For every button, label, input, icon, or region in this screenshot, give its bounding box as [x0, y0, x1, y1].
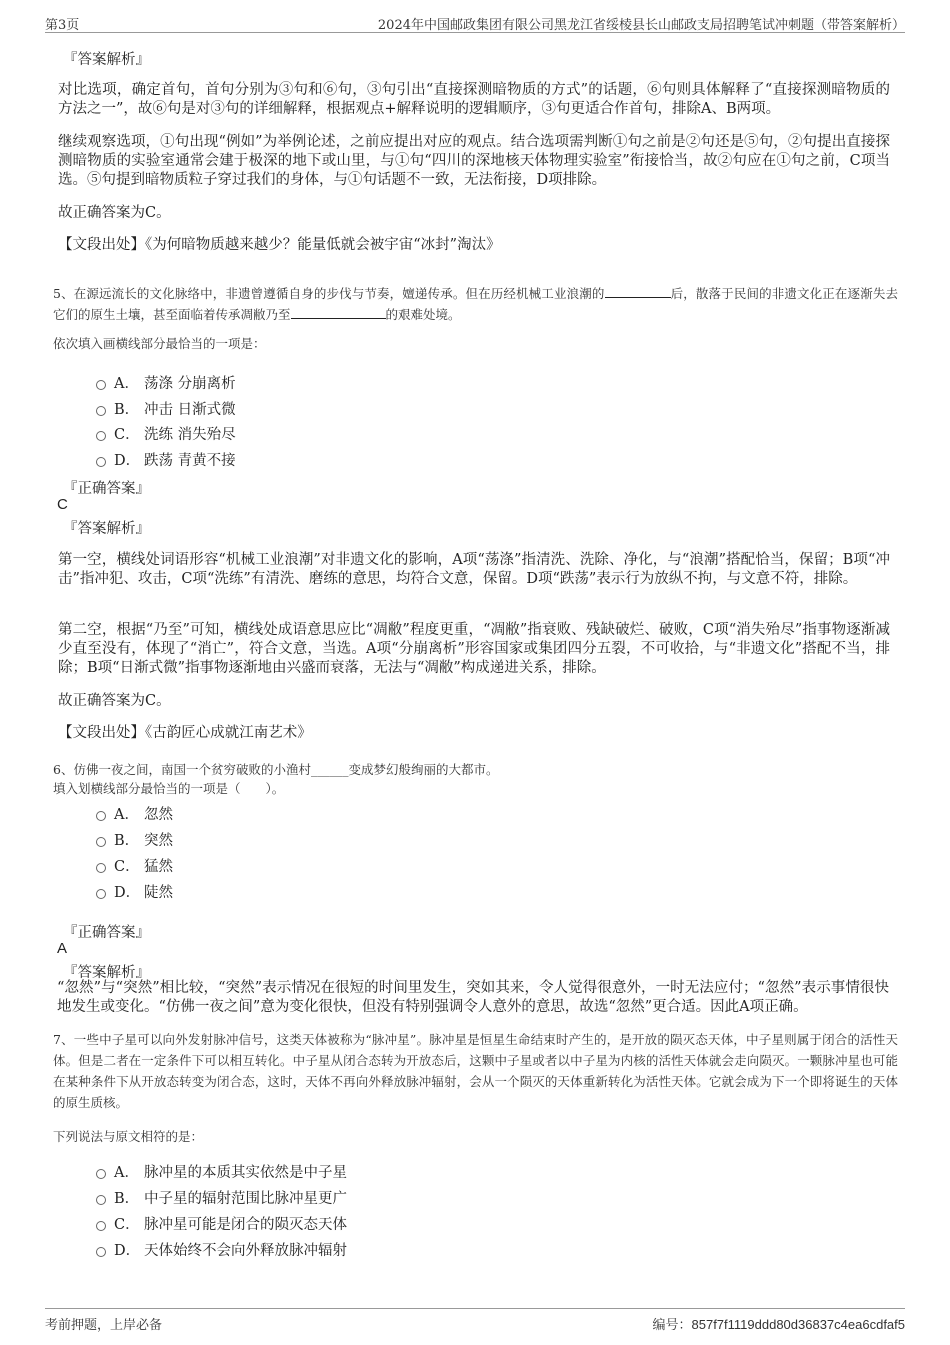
q7-prompt: 下列说法与原文相符的是： [53, 1129, 204, 1144]
q7-option-d[interactable]: D． 天体始终不会向外释放脉冲辐射 [96, 1239, 347, 1260]
radio-icon[interactable] [96, 1195, 106, 1205]
radio-icon[interactable] [96, 380, 106, 390]
q7-option-a[interactable]: A． 脉冲星的本质其实依然是中子星 [96, 1161, 347, 1182]
radio-icon[interactable] [96, 457, 106, 467]
q5-option-a[interactable]: A． 荡涤 分崩离析 [96, 372, 236, 393]
q4-analysis-p1: 对比选项，确定首句，首句分别为③句和⑥句，③句引出“直接探测暗物质的方式”的话题，⑥句则具体解释了“直接探测暗物质的方法之一”，故⑥句是对③句的详细解释，根据观点+解释说明的逻辑顺序，③句更适合作首句，排除A、B两项。 [58, 82, 890, 117]
q6-option-d[interactable]: D． 陡然 [96, 881, 173, 902]
page-footer [45, 1308, 905, 1333]
radio-icon[interactable] [96, 889, 106, 899]
radio-icon[interactable] [96, 863, 106, 873]
q5-analysis-label: 『答案解析』 [63, 521, 150, 537]
q5-correct-label: 『正确答案』 [63, 481, 150, 497]
q6-option-c[interactable]: C． 猛然 [96, 855, 173, 876]
radio-icon[interactable] [96, 811, 106, 821]
q6-correct-label: 『正确答案』 [63, 925, 150, 941]
document-id: 编号：857f7f1119ddd80d36837c4ea6cdfaf5 [652, 1317, 905, 1332]
q5-correct-answer: C [57, 496, 68, 513]
q4-analysis-p3: 故正确答案为C。 [58, 205, 171, 221]
q6-correct-answer: A [57, 940, 68, 957]
radio-icon[interactable] [96, 1221, 106, 1231]
q6-analysis-label: 『答案解析』 [63, 965, 150, 981]
q7-stem: 7、一些中子星可以向外发射脉冲信号，这类天体被称为“脉冲星”。脉冲星是恒星生命结束时产生的，是开放的陨灭态天体，中子星则属于闭合的活性天体。但是二者在一定条件下可以相互转化。中子星从闭合态转为开放态后，这颗中子星或者以中子星为内核的活性天体就会走向陨灭。一颗脉冲星也可能在某种条件下从开放态转变为闭合态，这时，天体不再向外释放脉冲辐射，会从一个陨灭的天体重新转化为活性天体。它就会成为下一个即将诞生的天体的原生质核。 [53, 1032, 898, 1110]
q7-option-c[interactable]: C． 脉冲星可能是闭合的陨灭态天体 [96, 1213, 347, 1234]
q6-analysis-p1: “忽然”与“突然”相比较，“突然”表示情况在很短的时间里发生，突如其来，令人觉得很意外，一时无法应付；“忽然”表示事情很快地发生或变化。“仿佛一夜之间”意为变化很快，但没有特别强调令人意外的意思，故选“忽然”更合适。因此A项正确。 [57, 980, 889, 1015]
q5-option-d[interactable]: D． 跌荡 青黄不接 [96, 449, 236, 470]
q5-prompt: 依次填入画横线部分最恰当的一项是： [53, 336, 266, 351]
radio-icon[interactable] [96, 431, 106, 441]
q6-option-a[interactable]: A． 忽然 [96, 803, 173, 824]
q6-stem: 6、仿佛一夜之间，南国一个贫穷破败的小渔村______变成梦幻般绚丽的大都市。 [53, 762, 499, 777]
q5-analysis-p3: 故正确答案为C。 [58, 693, 171, 709]
q5-option-c[interactable]: C． 洗练 消失殆尽 [96, 423, 236, 444]
q4-analysis-p2: 继续观察选项，①句出现“例如”为举例论述，之前应提出对应的观点。结合选项需判断①句之前是②句还是⑤句，②句提出直接探测暗物质的实验室通常会建于极深的地下或山里，与①句“四川的深地核天体物理实验室”衔接恰当，故②句应在①句之前，C项当选。⑤句提到暗物质粒子穿过我们的身体，与①句话题不一致，无法衔接，D项排除。 [58, 134, 890, 188]
q5-option-b[interactable]: B． 冲击 日渐式微 [96, 398, 236, 419]
document-title: 2024年中国邮政集团有限公司黑龙江省绥棱县长山邮政支局招聘笔试冲刺题（带答案解析） [377, 18, 905, 33]
q5-analysis-p1: 第一空，横线处词语形容“机械工业浪潮”对非遗文化的影响，A项“荡涤”指清洗、洗除、净化，与“浪潮”搭配恰当，保留；B项“冲击”指冲犯、攻击，C项“洗练”有清洗、磨练的意思，均符合文意，保留。D项“跌荡”表示行为放纵不拘，与文意不符，排除。 [58, 552, 890, 587]
page-header [45, 10, 905, 33]
q5-analysis-p2: 第二空，根据“乃至”可知，横线处成语意思应比“凋敝”程度更重，“凋敝”指衰败、残缺破烂、破败，C项“消失殆尽”指事物逐渐减少直至没有，体现了“消亡”，符合文意，当选。A项“分崩离析”形容国家或集团四分五裂，不可收拾，与“非遗文化”搭配不当，排除；B项“日渐式微”指事物逐渐地由兴盛而衰落，无法与“凋敝”构成递进关系，排除。 [58, 622, 890, 676]
q5-source: 【文段出处】《古韵匠心成就江南艺术》 [58, 725, 312, 741]
q6-option-b[interactable]: B． 突然 [96, 829, 173, 850]
q5-stem: 5、在源远流长的文化脉络中，非遗曾遵循自身的步伐与节奏，嬗递传承。但在历经机械工业浪潮的 后，散落于民间的非遗文化正在逐渐失去它们的原生土壤，甚至面临着传承凋敝乃至 的艰难处境。 [53, 286, 898, 322]
page-number: 第3页 [45, 18, 80, 33]
q6-prompt: 填入划横线部分最恰当的一项是（ ）。 [53, 781, 285, 796]
radio-icon[interactable] [96, 1247, 106, 1257]
radio-icon[interactable] [96, 1169, 106, 1179]
q4-source: 【文段出处】《为何暗物质越来越少？能量低就会被宇宙“冰封”淘汰》 [58, 237, 501, 253]
radio-icon[interactable] [96, 837, 106, 847]
q4-analysis-label: 『答案解析』 [63, 52, 150, 68]
q7-option-b[interactable]: B． 中子星的辐射范围比脉冲星更广 [96, 1187, 347, 1208]
radio-icon[interactable] [96, 406, 106, 416]
footer-slogan: 考前押题，上岸必备 [45, 1318, 163, 1333]
